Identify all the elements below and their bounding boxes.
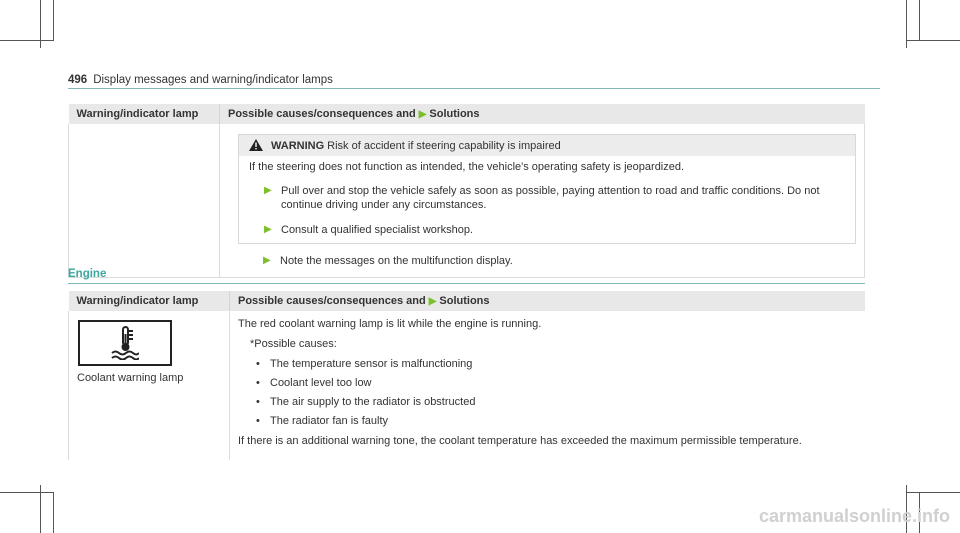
list-item: • Coolant level too low	[256, 376, 857, 390]
causes-column-header	[220, 104, 865, 124]
solutions-header-text: Solutions	[439, 295, 490, 307]
crop-mark	[906, 492, 960, 493]
engine-warning-table	[68, 291, 865, 460]
warning-triangle-icon	[249, 139, 263, 154]
coolant-temperature-icon	[111, 326, 139, 360]
header-title: Display messages and warning/indicator lamps	[93, 74, 333, 86]
lamp-label: Coolant warning lamp	[77, 372, 184, 384]
causes-list	[238, 357, 857, 428]
section-title: Engine	[68, 268, 107, 280]
table-header-row	[69, 104, 865, 124]
warning-header	[239, 135, 855, 156]
steering-warning-table	[68, 104, 865, 278]
list-item: • The air supply to the radiator is obstructed	[256, 395, 857, 409]
crop-mark	[919, 0, 920, 41]
play-triangle-icon: ▶	[428, 296, 437, 307]
warning-label: WARNING	[271, 140, 325, 152]
table-row	[69, 124, 865, 278]
warning-text: If the steering does not function as intended, the vehicle's operating safety is jeopardized.	[249, 161, 685, 173]
note-text: Note the messages on the multifunction display.	[280, 255, 513, 267]
play-triangle-icon: ▶	[263, 255, 271, 266]
solutions-header-text: Solutions	[429, 108, 480, 120]
section-divider	[68, 283, 865, 284]
warning-box	[238, 134, 856, 244]
causes-header-text: Possible causes/consequences and	[228, 108, 416, 120]
lamp-column-header: Warning/indicator lamp	[69, 291, 230, 311]
warning-title: Risk of accident if steering capability is impaired	[327, 140, 561, 152]
page-number: 496	[68, 74, 88, 86]
lamp-column-header: Warning/indicator lamp	[69, 104, 220, 124]
crop-mark	[0, 492, 54, 493]
crop-mark	[53, 0, 54, 41]
intro-text: The red coolant warning lamp is lit while the engine is running.	[238, 318, 542, 330]
list-item: • The temperature sensor is malfunctioning	[256, 357, 857, 371]
play-triangle-icon: ▶	[264, 224, 272, 235]
causes-cell	[220, 124, 865, 278]
causes-column-header	[230, 291, 866, 311]
lamp-cell	[69, 124, 220, 278]
list-item	[249, 184, 845, 212]
list-item: • The radiator fan is faulty	[256, 414, 857, 428]
crop-mark	[53, 492, 54, 533]
warning-body	[239, 156, 855, 243]
header-divider	[68, 88, 880, 89]
lamp-cell	[69, 311, 230, 460]
causes-header-text: Possible causes/consequences and	[238, 295, 426, 307]
step-text: Pull over and stop the vehicle safely as soon as possible, paying attention to road and traffic conditions. Do not continue driving under any circumstances.	[281, 185, 820, 211]
extra-text: If there is an additional warning tone, the coolant temperature has exceeded the maximum permissible temperature.	[238, 435, 802, 447]
list-item	[228, 255, 856, 267]
list-item	[249, 223, 845, 237]
step-text: Consult a qualified specialist workshop.	[281, 224, 473, 236]
play-triangle-icon: ▶	[418, 109, 427, 120]
table-header-row	[69, 291, 866, 311]
coolant-lamp-box	[78, 320, 172, 366]
page-header	[68, 74, 333, 86]
causes-cell	[230, 311, 866, 460]
crop-mark	[0, 40, 54, 41]
table-row	[69, 311, 866, 460]
crop-mark	[906, 40, 960, 41]
play-triangle-icon: ▶	[264, 185, 272, 196]
watermark: carmanualsonline.info	[758, 506, 950, 526]
causes-label: *Possible causes:	[250, 338, 337, 350]
